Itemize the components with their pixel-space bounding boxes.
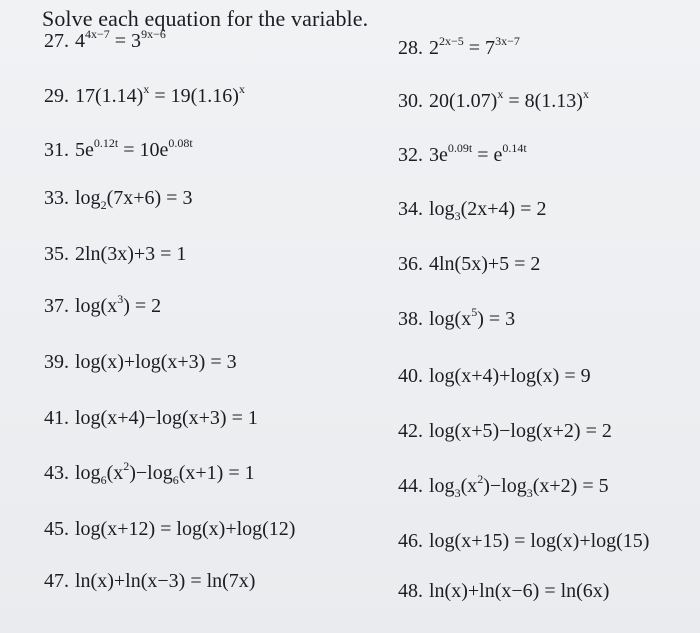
- problem-equation: 4ln(5x)+5 = 2: [429, 253, 541, 275]
- problem-equation: $3e^{0.09t} = e^{0.14t}$: [429, 141, 527, 166]
- problem-32: [398, 141, 527, 166]
- problem-number: 45.: [44, 518, 69, 540]
- problem-equation: $2^{2x-5} = 7^{3x-7}$: [429, 34, 520, 59]
- problem-42: [398, 421, 612, 441]
- problem-33: [44, 187, 193, 212]
- problem-equation: $\log_3(2x+4) = 2$: [429, 198, 547, 223]
- problem-equation: $\log_6(x^2)-\log_6(x+1) = 1$: [75, 459, 255, 487]
- problem-41: [44, 408, 258, 428]
- problem-39: [44, 352, 237, 372]
- problem-34: [398, 198, 547, 223]
- problem-equation: $\log(x^5) = 3$: [429, 305, 516, 330]
- problem-46: [398, 531, 649, 551]
- problem-equation: $\log_3(x^2)-\log_3(x+2) = 5$: [429, 472, 609, 500]
- problem-36: [398, 254, 540, 274]
- problem-equation: $\log(x^3) = 2$: [75, 292, 162, 317]
- worksheet-heading: Solve each equation for the variable.: [42, 6, 369, 31]
- problem-equation: 2ln(3x)+3 = 1: [75, 243, 187, 265]
- problem-27: [44, 27, 166, 52]
- problem-number: 39.: [44, 351, 69, 373]
- problem-43: [44, 459, 255, 487]
- problem-number: 38.: [398, 308, 423, 330]
- problem-equation: ln(x)+ln(x−3) = ln(7x): [75, 570, 256, 592]
- problem-number: 30.: [398, 90, 423, 112]
- problem-31: [44, 136, 193, 161]
- problem-number: 36.: [398, 253, 423, 275]
- problem-number: 41.: [44, 407, 69, 429]
- problem-44: [398, 472, 609, 500]
- problem-48: [398, 581, 609, 601]
- problem-number: 37.: [44, 295, 69, 317]
- problem-28: [398, 34, 520, 59]
- problem-number: 34.: [398, 198, 423, 220]
- problem-equation: log(x+15) = log(x)+log(15): [429, 530, 650, 552]
- problem-equation: $\log_2(7x+6) = 3$: [75, 187, 193, 212]
- problem-35: [44, 244, 186, 264]
- problem-37: [44, 292, 162, 317]
- problem-equation: log(x+12) = log(x)+log(12): [75, 518, 296, 540]
- problem-number: 35.: [44, 243, 69, 265]
- problem-number: 46.: [398, 530, 423, 552]
- problem-equation: log(x)+log(x+3) = 3: [75, 351, 237, 373]
- problem-number: 28.: [398, 37, 423, 59]
- problem-equation: log(x+4)+log(x) = 9: [429, 365, 591, 387]
- problem-number: 40.: [398, 365, 423, 387]
- problem-number: 33.: [44, 187, 69, 209]
- problem-38: [398, 305, 516, 330]
- problem-number: 47.: [44, 570, 69, 592]
- problem-number: 43.: [44, 462, 69, 484]
- problem-equation: log(x+5)−log(x+2) = 2: [429, 420, 612, 442]
- problem-47: [44, 571, 255, 591]
- problem-number: 48.: [398, 580, 423, 602]
- problem-equation: log(x+4)−log(x+3) = 1: [75, 407, 258, 429]
- problem-number: 44.: [398, 475, 423, 497]
- problem-number: 27.: [44, 30, 69, 52]
- problem-number: 32.: [398, 144, 423, 166]
- problem-equation: $5e^{0.12t} = 10e^{0.08t}$: [75, 136, 193, 161]
- problem-29: [44, 82, 245, 107]
- problem-equation: $17(1.14)^x = 19(1.16)^x$: [75, 82, 245, 107]
- problem-equation: $4^{4x-7} = 3^{9x-6}$: [75, 27, 166, 52]
- problem-equation: $20(1.07)^x = 8(1.13)^x$: [429, 87, 589, 112]
- problem-number: 29.: [44, 85, 69, 107]
- problem-number: 42.: [398, 420, 423, 442]
- problem-45: [44, 519, 295, 539]
- problem-30: [398, 87, 589, 112]
- problem-number: 31.: [44, 139, 69, 161]
- problem-equation: ln(x)+ln(x−6) = ln(6x): [429, 580, 610, 602]
- problem-40: [398, 366, 591, 386]
